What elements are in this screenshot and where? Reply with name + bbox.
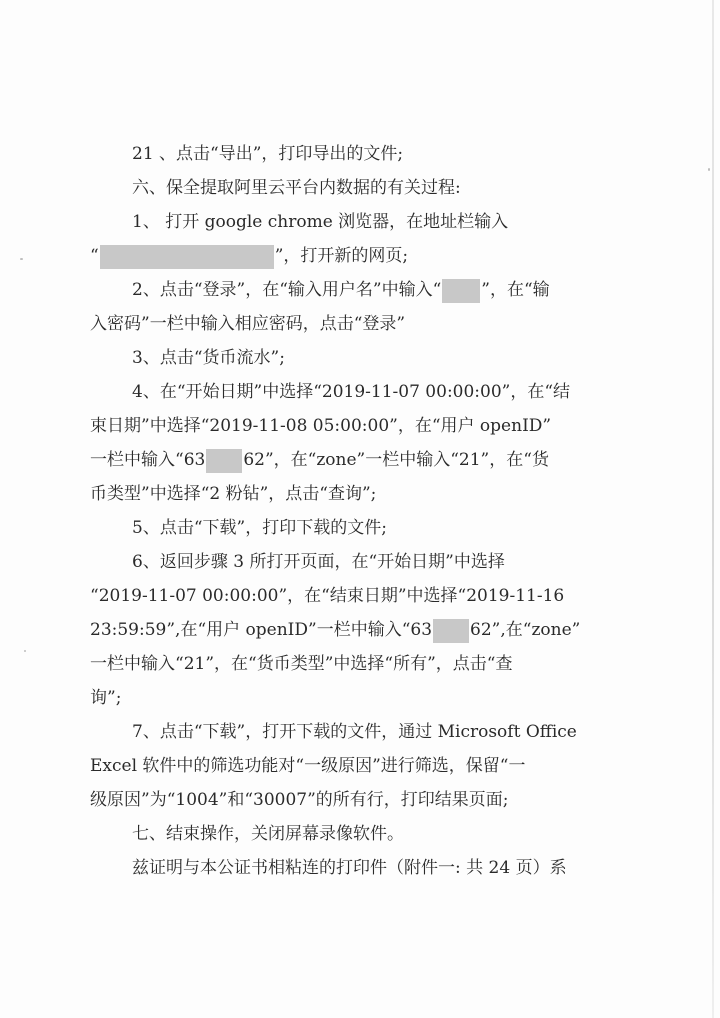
text-line-4 (90, 239, 620, 273)
text-line-9: 束日期”中选择“2019-11-08 05:00:00”，在“用户 openID” (90, 416, 552, 436)
text-fragment: 62”,在“zone” (470, 620, 581, 640)
text-fragment: ”，打开新的网页; (274, 246, 409, 266)
redaction-block-openid-2 (433, 619, 469, 643)
text-line-10 (90, 443, 620, 477)
scan-speck (708, 168, 710, 171)
text-line-14: “2019-11-07 00:00:00”，在“结束日期”中选择“2019-11-16 (90, 586, 565, 606)
text-line-11: 币类型”中选择“2 粉钻”，点击“查询”; (90, 484, 377, 504)
section-heading-7: 七、结束操作，关闭屏幕录像软件。 (132, 824, 404, 844)
text-line-3: 1、 打开 google chrome 浏览器，在地址栏输入 (132, 212, 509, 232)
redaction-block-url (100, 245, 274, 269)
redaction-block-username (442, 279, 480, 303)
text-line-7: 3、点击“货币流水”; (132, 348, 285, 368)
section-heading-6: 六、保全提取阿里云平台内数据的有关过程: (132, 178, 461, 198)
text-fragment: 一栏中输入“63 (90, 450, 206, 470)
scan-edge-shadow (712, 0, 714, 1018)
text-line-5 (132, 273, 620, 307)
redaction-block-openid (206, 449, 242, 473)
text-fragment: “ (90, 246, 99, 266)
text-line-6: 入密码”一栏中输入相应密码，点击“登录” (90, 314, 406, 334)
text-fragment: 23:59:59”,在“用户 openID”一栏中输入“63 (90, 620, 433, 640)
scan-speck (20, 258, 23, 260)
text-fragment: 62”，在“zone”一栏中输入“21”，在“货 (243, 450, 549, 470)
text-line-22: 兹证明与本公证书相粘连的打印件（附件一: 共 24 页）系 (132, 858, 567, 878)
text-line-13: 6、返回步骤 3 所打开页面，在“开始日期”中选择 (132, 552, 505, 572)
text-line-8: 4、在“开始日期”中选择“2019-11-07 00:00:00”，在“结 (132, 382, 571, 402)
text-line-16: 一栏中输入“21”，在“货币类型”中选择“所有”，点击“查 (90, 654, 513, 674)
text-fragment: 2、点击“登录”，在“输入用户名”中输入“ (132, 280, 442, 300)
scan-speck (24, 650, 26, 652)
text-line-17: 询”; (90, 688, 122, 708)
text-line-20: 级原因”为“1004”和“30007”的所有行，打印结果页面; (90, 790, 509, 810)
text-line-12: 5、点击“下载”，打印下载的文件; (132, 518, 387, 538)
text-line-18: 7、点击“下载”，打开下载的文件，通过 Microsoft Office (132, 722, 577, 742)
text-fragment: ”，在“输 (481, 280, 550, 300)
text-line-15 (90, 613, 620, 647)
text-line-1: 21 、点击“导出”，打印导出的文件; (132, 144, 404, 164)
text-line-19: Excel 软件中的筛选功能对“一级原因”进行筛选，保留“一 (90, 756, 526, 776)
